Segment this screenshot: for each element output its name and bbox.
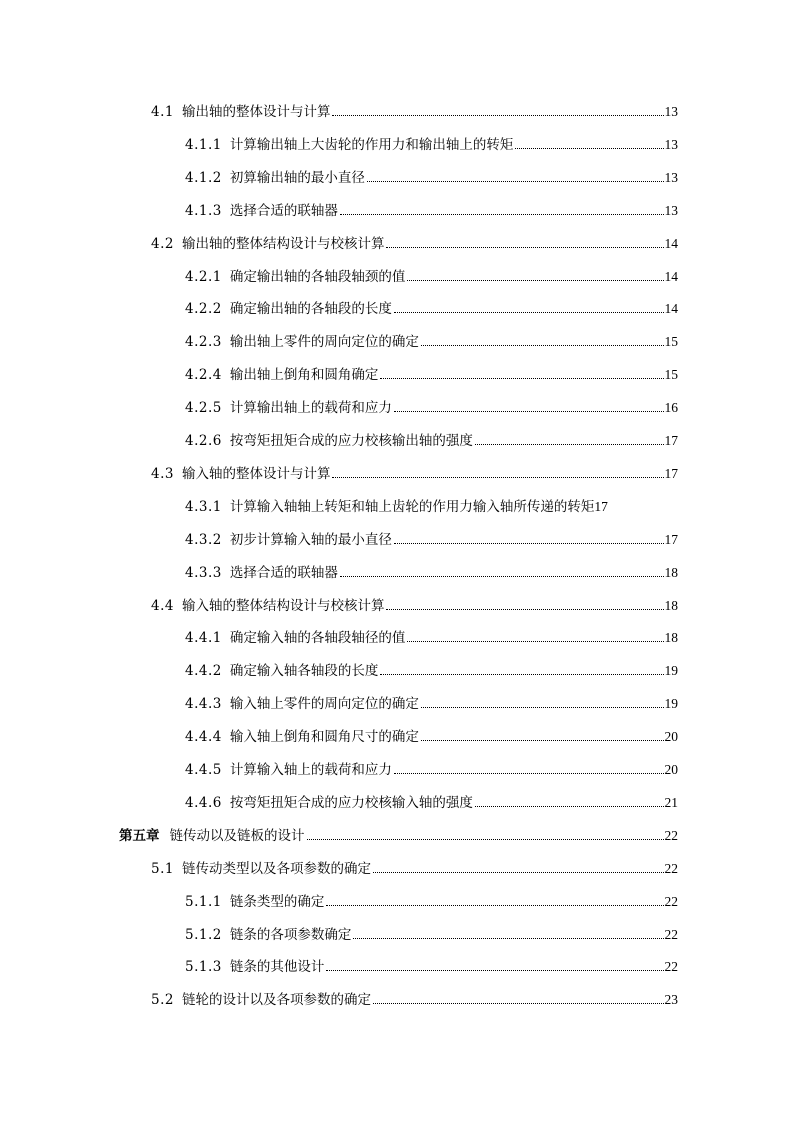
toc-entry[interactable] (185, 399, 678, 417)
toc-dot-leader (394, 772, 664, 774)
toc-dot-leader (373, 1002, 664, 1004)
toc-dot-leader (515, 147, 663, 149)
toc-entry-title: 输入轴的整体设计与计算 (181, 465, 331, 482)
toc-entry-number: 4.1 (151, 104, 174, 120)
toc-entry[interactable] (185, 333, 678, 351)
toc-entry-page: 17 (664, 433, 678, 448)
toc-entry-title: 输入轴上倒角和圆角尺寸的确定 (229, 729, 419, 746)
toc-entry-number: 4.2.2 (185, 301, 222, 318)
toc-entry-number: 4.1.1 (185, 136, 222, 153)
toc-entry-number: 5.2 (151, 992, 174, 1009)
toc-entry[interactable] (151, 103, 678, 121)
toc-entry-page: 14 (664, 268, 678, 284)
toc-entry[interactable] (185, 794, 678, 812)
toc-dot-leader (407, 279, 663, 281)
toc-entry[interactable] (185, 498, 678, 516)
toc-dot-leader (394, 410, 664, 412)
toc-dot-leader (407, 640, 663, 642)
toc-entry-number: 第五章 (119, 827, 160, 844)
toc-entry[interactable] (185, 432, 678, 450)
toc-entry-number: 4.4.5 (185, 762, 222, 778)
toc-entry[interactable] (185, 926, 678, 944)
toc-entry-page: 21 (664, 794, 678, 810)
toc-entry[interactable] (151, 235, 678, 253)
toc-dot-leader (380, 673, 663, 675)
toc-dot-leader (340, 213, 664, 215)
toc-entry-title: 确定输出轴的各轴段的长度 (229, 301, 392, 318)
toc-entry-page: 22 (664, 926, 678, 942)
toc-entry-number: 4.2 (151, 235, 174, 252)
toc-entry-title: 链轮的设计以及各项参数的确定 (181, 992, 371, 1009)
toc-entry-title: 计算输出轴上大齿轮的作用力和输出轴上的转矩 (229, 136, 514, 153)
toc-entry-number: 4.4.3 (185, 696, 222, 713)
toc-entry[interactable] (185, 136, 678, 154)
toc-entry-number: 4.1.2 (185, 169, 222, 186)
toc-entry-title: 输入轴上零件的周向定位的确定 (229, 696, 419, 713)
toc-entry-number: 4.2.1 (185, 268, 222, 285)
toc-entry-title: 输出轴上倒角和圆角确定 (229, 367, 379, 384)
toc-dot-leader (332, 114, 663, 116)
toc-entry-number: 4.3.1 (185, 498, 222, 515)
toc-entry-number: 5.1 (151, 860, 174, 877)
toc-entry[interactable] (151, 597, 678, 615)
toc-entry[interactable] (185, 268, 678, 286)
toc-entry-title: 初算输出轴的最小直径 (229, 169, 365, 186)
toc-entry-page: 18 (664, 630, 678, 646)
toc-dot-leader (421, 739, 664, 741)
toc-entry-page: 20 (664, 729, 678, 745)
toc-entry-number: 4.2.5 (185, 400, 222, 417)
toc-entry-number: 4.3 (151, 465, 174, 482)
toc-dot-leader (326, 904, 663, 906)
toc-dot-leader (386, 246, 663, 248)
toc-dot-leader (340, 575, 664, 577)
toc-entry-title: 按弯矩扭矩合成的应力校核输入轴的强度 (229, 794, 473, 811)
toc-entry-page: 17 (664, 531, 678, 547)
toc-entry-page: 13 (664, 169, 678, 185)
toc-entry-title: 输出轴的整体结构设计与校核计算 (181, 235, 385, 252)
toc-entry-number: 4.2.6 (185, 433, 222, 449)
toc-entry[interactable] (151, 991, 678, 1009)
toc-entry-number: 4.3.2 (185, 531, 222, 548)
toc-entry-page: 18 (664, 597, 678, 613)
toc-entry-title: 输出轴的整体设计与计算 (181, 104, 331, 120)
toc-entry-title: 输出轴上零件的周向定位的确定 (229, 334, 419, 351)
toc-entry-number: 4.2.4 (185, 367, 222, 384)
toc-dot-leader (475, 805, 664, 807)
toc-entry[interactable] (185, 662, 678, 680)
toc-entry-page: 13 (664, 136, 678, 152)
toc-entry[interactable] (185, 893, 678, 911)
toc-dot-leader (353, 937, 663, 939)
toc-entry[interactable] (151, 465, 678, 483)
toc-entry-title: 输入轴的整体结构设计与校核计算 (181, 597, 385, 614)
toc-entry[interactable] (185, 728, 678, 746)
toc-entry-title: 选择合适的联轴器 (229, 202, 338, 219)
toc-entry-page: 19 (664, 663, 678, 679)
toc-entry-page: 14 (664, 301, 678, 317)
toc-entry-title: 链传动类型以及各项参数的确定 (181, 860, 371, 877)
toc-entry-title: 按弯矩扭矩合成的应力校核输出轴的强度 (229, 433, 473, 449)
toc-entry[interactable] (185, 169, 678, 187)
toc-entry-number: 4.4.1 (185, 630, 222, 647)
toc-entry-title: 链传动以及链板的设计 (169, 827, 305, 844)
toc-dot-leader (332, 476, 663, 478)
toc-entry-title: 链条的其他设计 (229, 959, 325, 976)
toc-entry-page: 13 (664, 104, 678, 119)
toc-entry-number: 4.4.2 (185, 663, 222, 680)
toc-entry[interactable] (185, 629, 678, 647)
toc-entry-number: 4.4.6 (185, 794, 222, 811)
toc-entry-title: 链条的各项参数确定 (229, 926, 352, 943)
toc-entry-number: 4.2.3 (185, 334, 222, 351)
toc-entry-page: 13 (664, 202, 678, 218)
toc-dot-leader (386, 608, 663, 610)
toc-entry[interactable] (119, 827, 678, 845)
toc-entry-page: 17 (594, 498, 608, 514)
toc-entry-number: 4.1.3 (185, 202, 222, 219)
toc-entry-page: 22 (664, 959, 678, 975)
toc-entry-number: 5.1.3 (185, 959, 222, 976)
toc-dot-leader (394, 311, 664, 313)
toc-dot-leader (367, 180, 664, 182)
toc-entry-page: 23 (664, 992, 678, 1008)
toc-entry-title: 确定输入轴的各轴段轴径的值 (229, 630, 406, 647)
toc-entry-title: 计算输出轴上的载荷和应力 (229, 400, 392, 417)
toc-entry-title: 确定输入轴各轴段的长度 (229, 663, 379, 680)
toc-entry-page: 18 (664, 564, 678, 580)
toc-entry-page: 16 (664, 400, 678, 416)
toc-entry-title: 链条类型的确定 (229, 893, 325, 910)
toc-entry-number: 4.4.4 (185, 729, 222, 746)
toc-entry-page: 22 (664, 860, 678, 876)
toc-entry-title: 确定输出轴的各轴段轴颈的值 (229, 268, 406, 285)
toc-dot-leader (326, 969, 663, 971)
toc-entry-title: 计算输入轴上的载荷和应力 (229, 762, 392, 778)
toc-dot-leader (380, 377, 663, 379)
toc-entry-page: 14 (664, 235, 678, 251)
toc-entry-title: 计算输入轴轴上转矩和轴上齿轮的作用力输入轴所传递的转矩 (229, 498, 595, 515)
toc-entry-page: 15 (664, 367, 678, 383)
toc-dot-leader (394, 542, 664, 544)
toc-entry-page: 19 (664, 696, 678, 712)
toc-entry[interactable] (151, 860, 678, 878)
toc-entry-number: 5.1.2 (185, 926, 222, 943)
toc-entry[interactable] (185, 531, 678, 549)
toc-dot-leader (475, 443, 664, 445)
toc-entry-page: 20 (664, 762, 678, 777)
toc-entry[interactable] (185, 564, 678, 582)
toc-entry-title: 选择合适的联轴器 (229, 564, 338, 581)
toc-entry[interactable] (185, 958, 678, 976)
toc-entry-page: 15 (664, 334, 678, 350)
toc-dot-leader (373, 871, 664, 873)
toc-entry-page: 22 (664, 827, 678, 843)
toc-entry[interactable] (185, 761, 678, 779)
toc-entry[interactable] (185, 366, 678, 384)
toc-entry-number: 4.4 (151, 597, 174, 614)
toc-entry[interactable] (185, 695, 678, 713)
toc-entry[interactable] (185, 202, 678, 220)
toc-entry-title: 初步计算输入轴的最小直径 (229, 531, 392, 548)
toc-entry-page: 17 (664, 465, 678, 481)
toc-dot-leader (421, 344, 664, 346)
toc-entry-number: 5.1.1 (185, 893, 222, 910)
toc-entry[interactable] (185, 300, 678, 318)
toc-dot-leader (307, 838, 664, 840)
toc-entry-page: 22 (664, 893, 678, 909)
toc-dot-leader (421, 706, 664, 708)
toc-entry-number: 4.3.3 (185, 564, 222, 581)
